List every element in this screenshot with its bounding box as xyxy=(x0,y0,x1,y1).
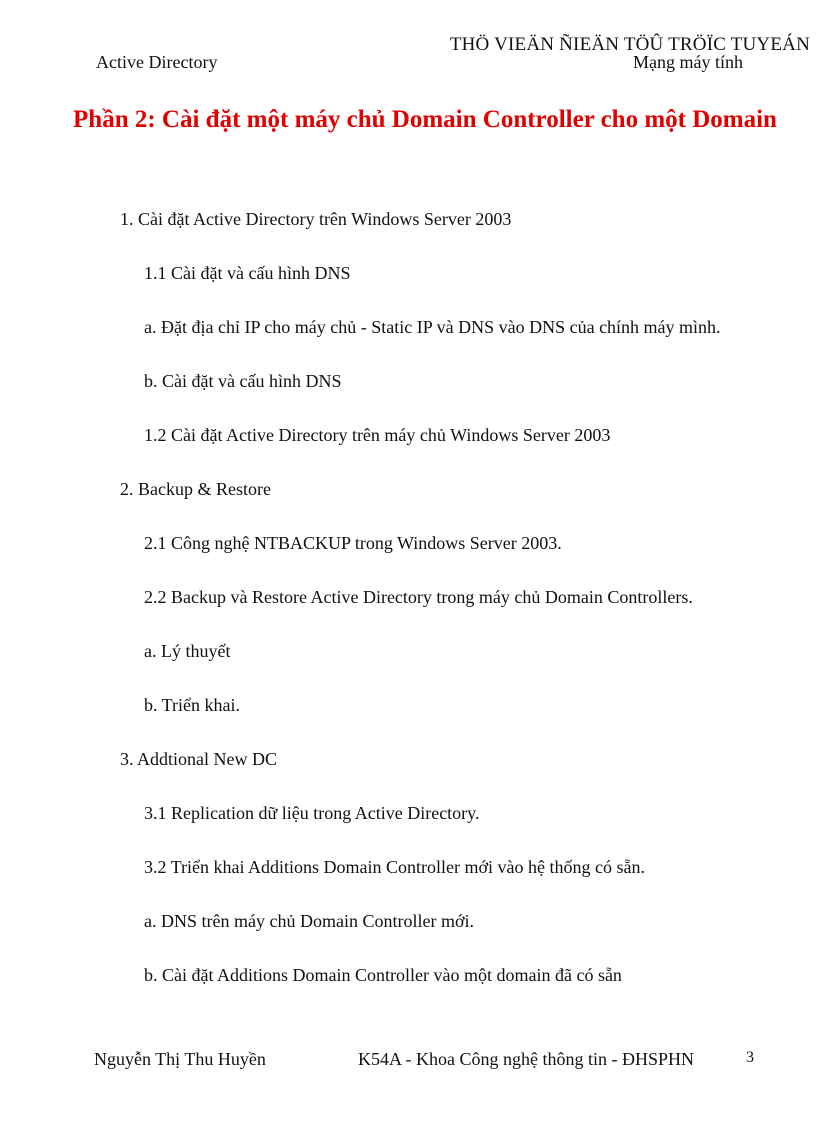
outline-item: 1. Cài đặt Active Directory trên Windows Server 2003 xyxy=(120,209,512,229)
header-watermark: THÖ VIEÄN ÑIEÄN TÖÛ TRÖÏC TUYEÁN xyxy=(449,34,810,55)
outline-item: 3.2 Triển khai Additions Domain Controller mới vào hệ thống có sẵn. xyxy=(144,857,645,877)
outline-item: a. Lý thuyết xyxy=(144,641,231,661)
outline-item: 2.2 Backup và Restore Active Directory trong máy chủ Domain Controllers. xyxy=(144,587,693,607)
outline-item: 2.1 Công nghệ NTBACKUP trong Windows Server 2003. xyxy=(144,533,562,553)
outline-item: a. DNS trên máy chủ Domain Controller mới. xyxy=(144,911,474,931)
outline-item: 1.1 Cài đặt và cấu hình DNS xyxy=(144,263,351,283)
footer-affiliation: K54A - Khoa Công nghệ thông tin - ĐHSPHN xyxy=(358,1049,694,1069)
outline-item: b. Cài đặt và cấu hình DNS xyxy=(144,371,342,391)
outline-item: 3.1 Replication dữ liệu trong Active Directory. xyxy=(144,803,480,823)
outline-item: a. Đặt địa chỉ IP cho máy chủ - Static IP và DNS vào DNS của chính máy mình. xyxy=(144,317,721,337)
outline-item: b. Cài đặt Additions Domain Controller vào một domain đã có sẵn xyxy=(144,965,622,985)
footer-author: Nguyễn Thị Thu Huyền xyxy=(94,1049,266,1069)
header-right-title: Mạng máy tính xyxy=(633,52,743,72)
page-number: 3 xyxy=(746,1049,754,1066)
section-title: Phần 2: Cài đặt một máy chủ Domain Controller cho một Domain xyxy=(73,106,777,133)
header-left-title: Active Directory xyxy=(96,52,218,72)
outline-item: 3. Addtional New DC xyxy=(120,749,277,769)
outline-item: 2. Backup & Restore xyxy=(120,479,271,499)
outline-item: b. Triển khai. xyxy=(144,695,241,715)
outline-item: 1.2 Cài đặt Active Directory trên máy chủ Windows Server 2003 xyxy=(144,425,611,445)
